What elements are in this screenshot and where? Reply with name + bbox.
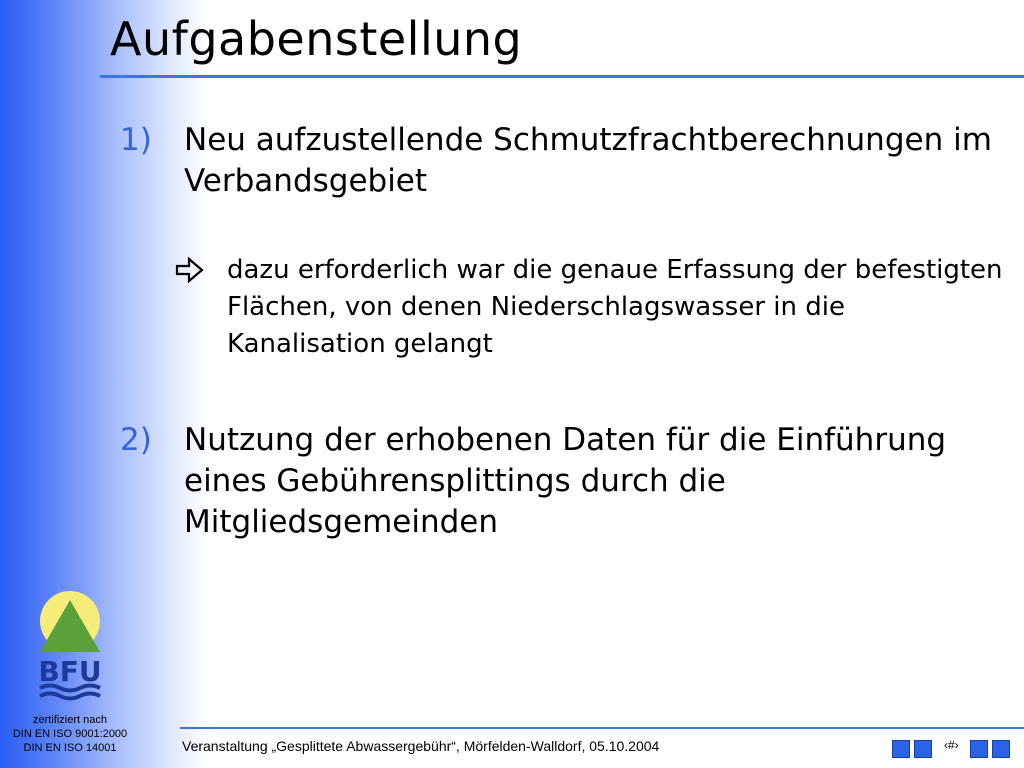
bfu-logo bbox=[30, 588, 110, 706]
title-divider bbox=[100, 75, 1024, 78]
previous-slide-button[interactable] bbox=[914, 740, 932, 758]
cert-line: DIN EN ISO 14001 bbox=[23, 742, 117, 754]
list-number: 2) bbox=[120, 422, 152, 458]
first-slide-button[interactable] bbox=[892, 740, 910, 758]
hollow-arrow-right-icon bbox=[175, 256, 205, 284]
list-item-text: Nutzung der erhobenen Daten für die Einführung eines Gebührensplittings durch die Mitgliedsgemeinden bbox=[184, 422, 947, 540]
slide-title: Aufgabenstellung bbox=[110, 12, 523, 66]
list-item-text: Neu aufzustellende Schmutzfrachtberechnungen im Verbandsgebiet bbox=[184, 122, 992, 199]
cert-line: DIN EN ISO 9001:2000 bbox=[12, 728, 128, 740]
logo-text: BFU bbox=[38, 655, 102, 688]
page-number: ‹#› bbox=[944, 738, 959, 752]
sub-item-text: dazu erforderlich war die genaue Erfassung der befestigten Flächen, von denen Niederschlagswasser in die Kanalisation gelangt bbox=[227, 255, 1003, 359]
next-slide-button[interactable] bbox=[970, 740, 988, 758]
cert-line: zertifiziert nach bbox=[33, 714, 107, 726]
certification-note bbox=[0, 713, 140, 755]
last-slide-button[interactable] bbox=[992, 740, 1010, 758]
footer-text: Veranstaltung „Gesplittete Abwassergebühr“, Mörfelden-Walldorf, 05.10.2004 bbox=[182, 738, 660, 754]
list-number: 1) bbox=[120, 122, 152, 158]
footer-divider bbox=[180, 727, 1024, 729]
